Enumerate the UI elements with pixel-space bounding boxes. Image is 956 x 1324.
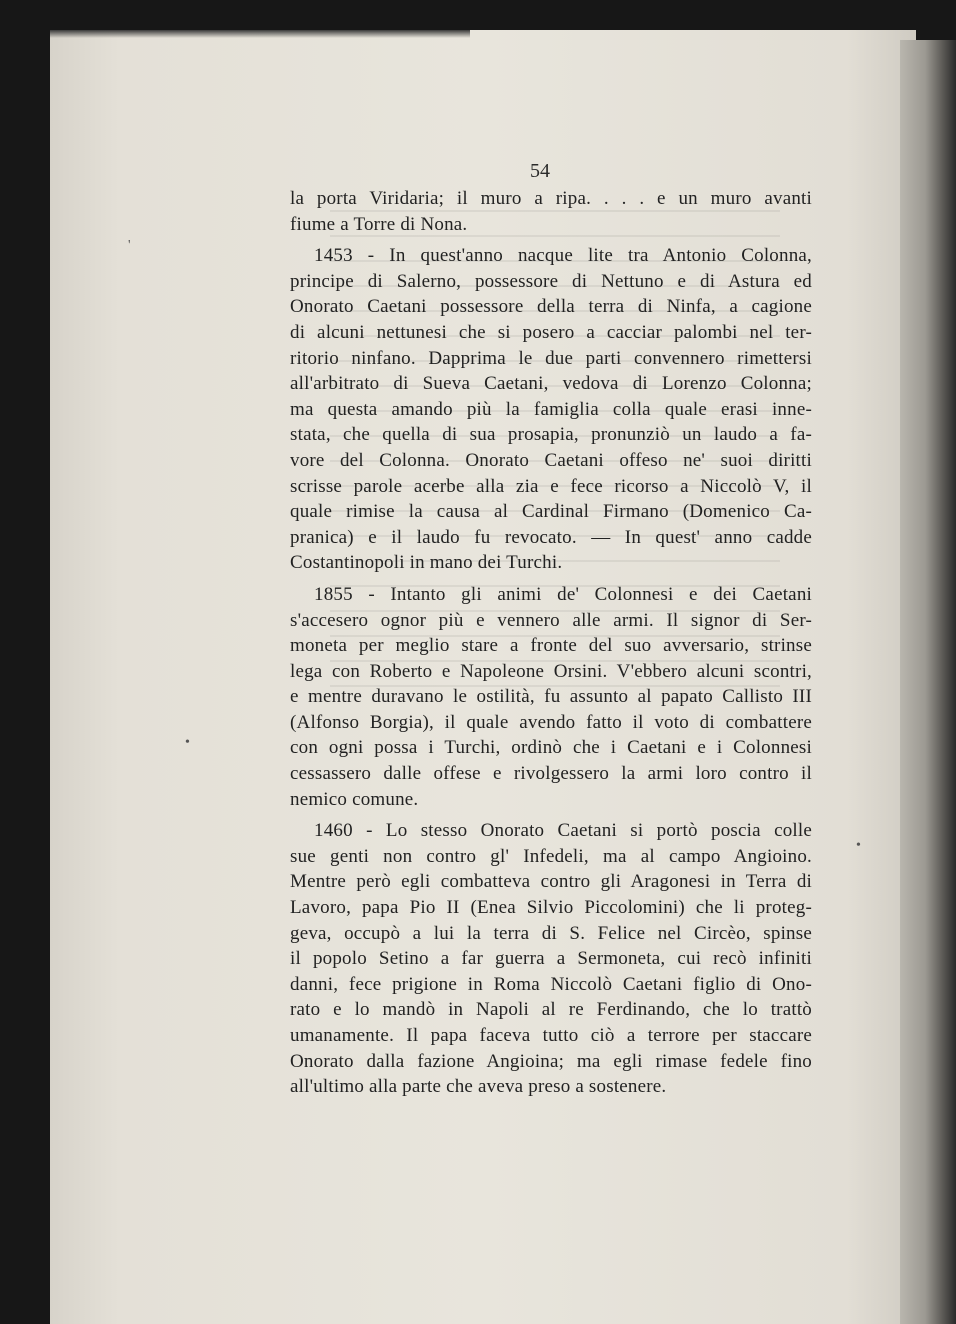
paragraph	[290, 582, 812, 812]
text-line: geva, occupò a lui la terra di S. Felice nel Circèo, spinse	[290, 922, 812, 944]
text-line: pranica) e il laudo fu revocato. — In quest' anno cadde	[290, 526, 812, 548]
text-line: 1855 - Intanto gli animi de' Colonnesi e dei Caetani	[314, 583, 812, 605]
text-line: la porta Viridaria; il muro a ripa. . . . e un muro avanti	[290, 188, 812, 209]
text-line: sue genti non contro gl' Infedeli, ma al campo Angioino.	[290, 845, 812, 867]
text-line: stata, che quella di sua prosapia, pronunziò un laudo a fa-	[290, 424, 812, 446]
text-line: con ogni possa i Turchi, ordinò che i Caetani e i Colonnesi	[290, 737, 812, 759]
body-text	[290, 186, 812, 1100]
text-line: s'accesero ognor più e vennero alle armi. Il signor di Ser-	[290, 609, 812, 631]
text-line: Lavoro, papa Pio II (Enea Silvio Piccolomini) che li proteg-	[290, 897, 812, 919]
text-line: Costantinopoli in mano dei Turchi.	[290, 552, 563, 574]
page-top-shadow	[50, 30, 470, 38]
text-line: 1460 - Lo stesso Onorato Caetani si portò poscia colle	[314, 820, 812, 842]
paragraph	[290, 186, 812, 237]
text-line: ma questa amando più la famiglia colla quale erasi inne-	[290, 398, 812, 420]
text-line: all'arbitrato di Sueva Caetani, vedova di Lorenzo Colonna;	[290, 373, 812, 395]
text-line: il popolo Setino a far guerra a Sermoneta, cui recò infiniti	[290, 948, 812, 970]
text-line: vore del Colonna. Onorato Caetani offeso ne' suoi diritti	[290, 449, 812, 471]
page-right-edge	[900, 40, 956, 1324]
margin-mark: •	[185, 735, 190, 750]
text-line: Mentre però egli combatteva contro gli Aragonesi in Terra di	[290, 871, 812, 893]
page-number: 54	[530, 160, 550, 182]
text-line: lega con Roberto e Napoleone Orsini. V'ebbero alcuni scontri,	[290, 660, 812, 682]
text-line: e mentre duravano le ostilità, fu assunto al papato Callisto III	[290, 686, 812, 708]
text-line: moneta per meglio stare a fronte del suo avversario, strinse	[290, 635, 812, 657]
text-line: 1453 - In quest'anno nacque lite tra Antonio Colonna,	[314, 245, 812, 267]
text-line: di alcuni nettunesi che si posero a cacciar palombi nel ter-	[290, 321, 812, 343]
text-line: principe di Salerno, possessore di Nettuno e di Astura ed	[290, 270, 812, 292]
text-line: rato e lo mandò in Napoli al re Ferdinando, che lo trattò	[290, 999, 812, 1021]
text-line: scrisse parole acerbe alla zia e fece ricorso a Niccolò V, il	[290, 475, 812, 497]
text-line: umanamente. Il papa faceva tutto ciò a terrore per staccare	[290, 1025, 812, 1046]
text-line: cessassero dalle offese e rivolgessero la armi loro contro il	[290, 763, 812, 785]
paragraph	[290, 818, 812, 1100]
text-line: Onorato dalla fazione Angioina; ma egli rimase fedele fino	[290, 1050, 812, 1072]
text-line: quale rimise la causa al Cardinal Firmano (Domenico Ca-	[290, 501, 812, 523]
text-line: all'ultimo alla parte che aveva preso a sostenere.	[290, 1076, 667, 1098]
text-line: (Alfonso Borgia), il quale avendo fatto il voto di combattere	[290, 711, 812, 733]
margin-mark: '	[128, 238, 131, 253]
text-line: danni, fece prigione in Roma Niccolò Caetani figlio di Ono-	[290, 973, 812, 995]
text-line: fiume a Torre di Nona.	[290, 213, 468, 235]
text-line: Onorato Caetani possessore della terra di Ninfa, a cagione	[290, 296, 812, 318]
margin-mark: •	[856, 838, 861, 853]
text-line: ritorio ninfano. Dapprima le due parti convennero rimettersi	[290, 347, 812, 369]
paragraph	[290, 243, 812, 576]
text-line: nemico comune.	[290, 788, 419, 810]
